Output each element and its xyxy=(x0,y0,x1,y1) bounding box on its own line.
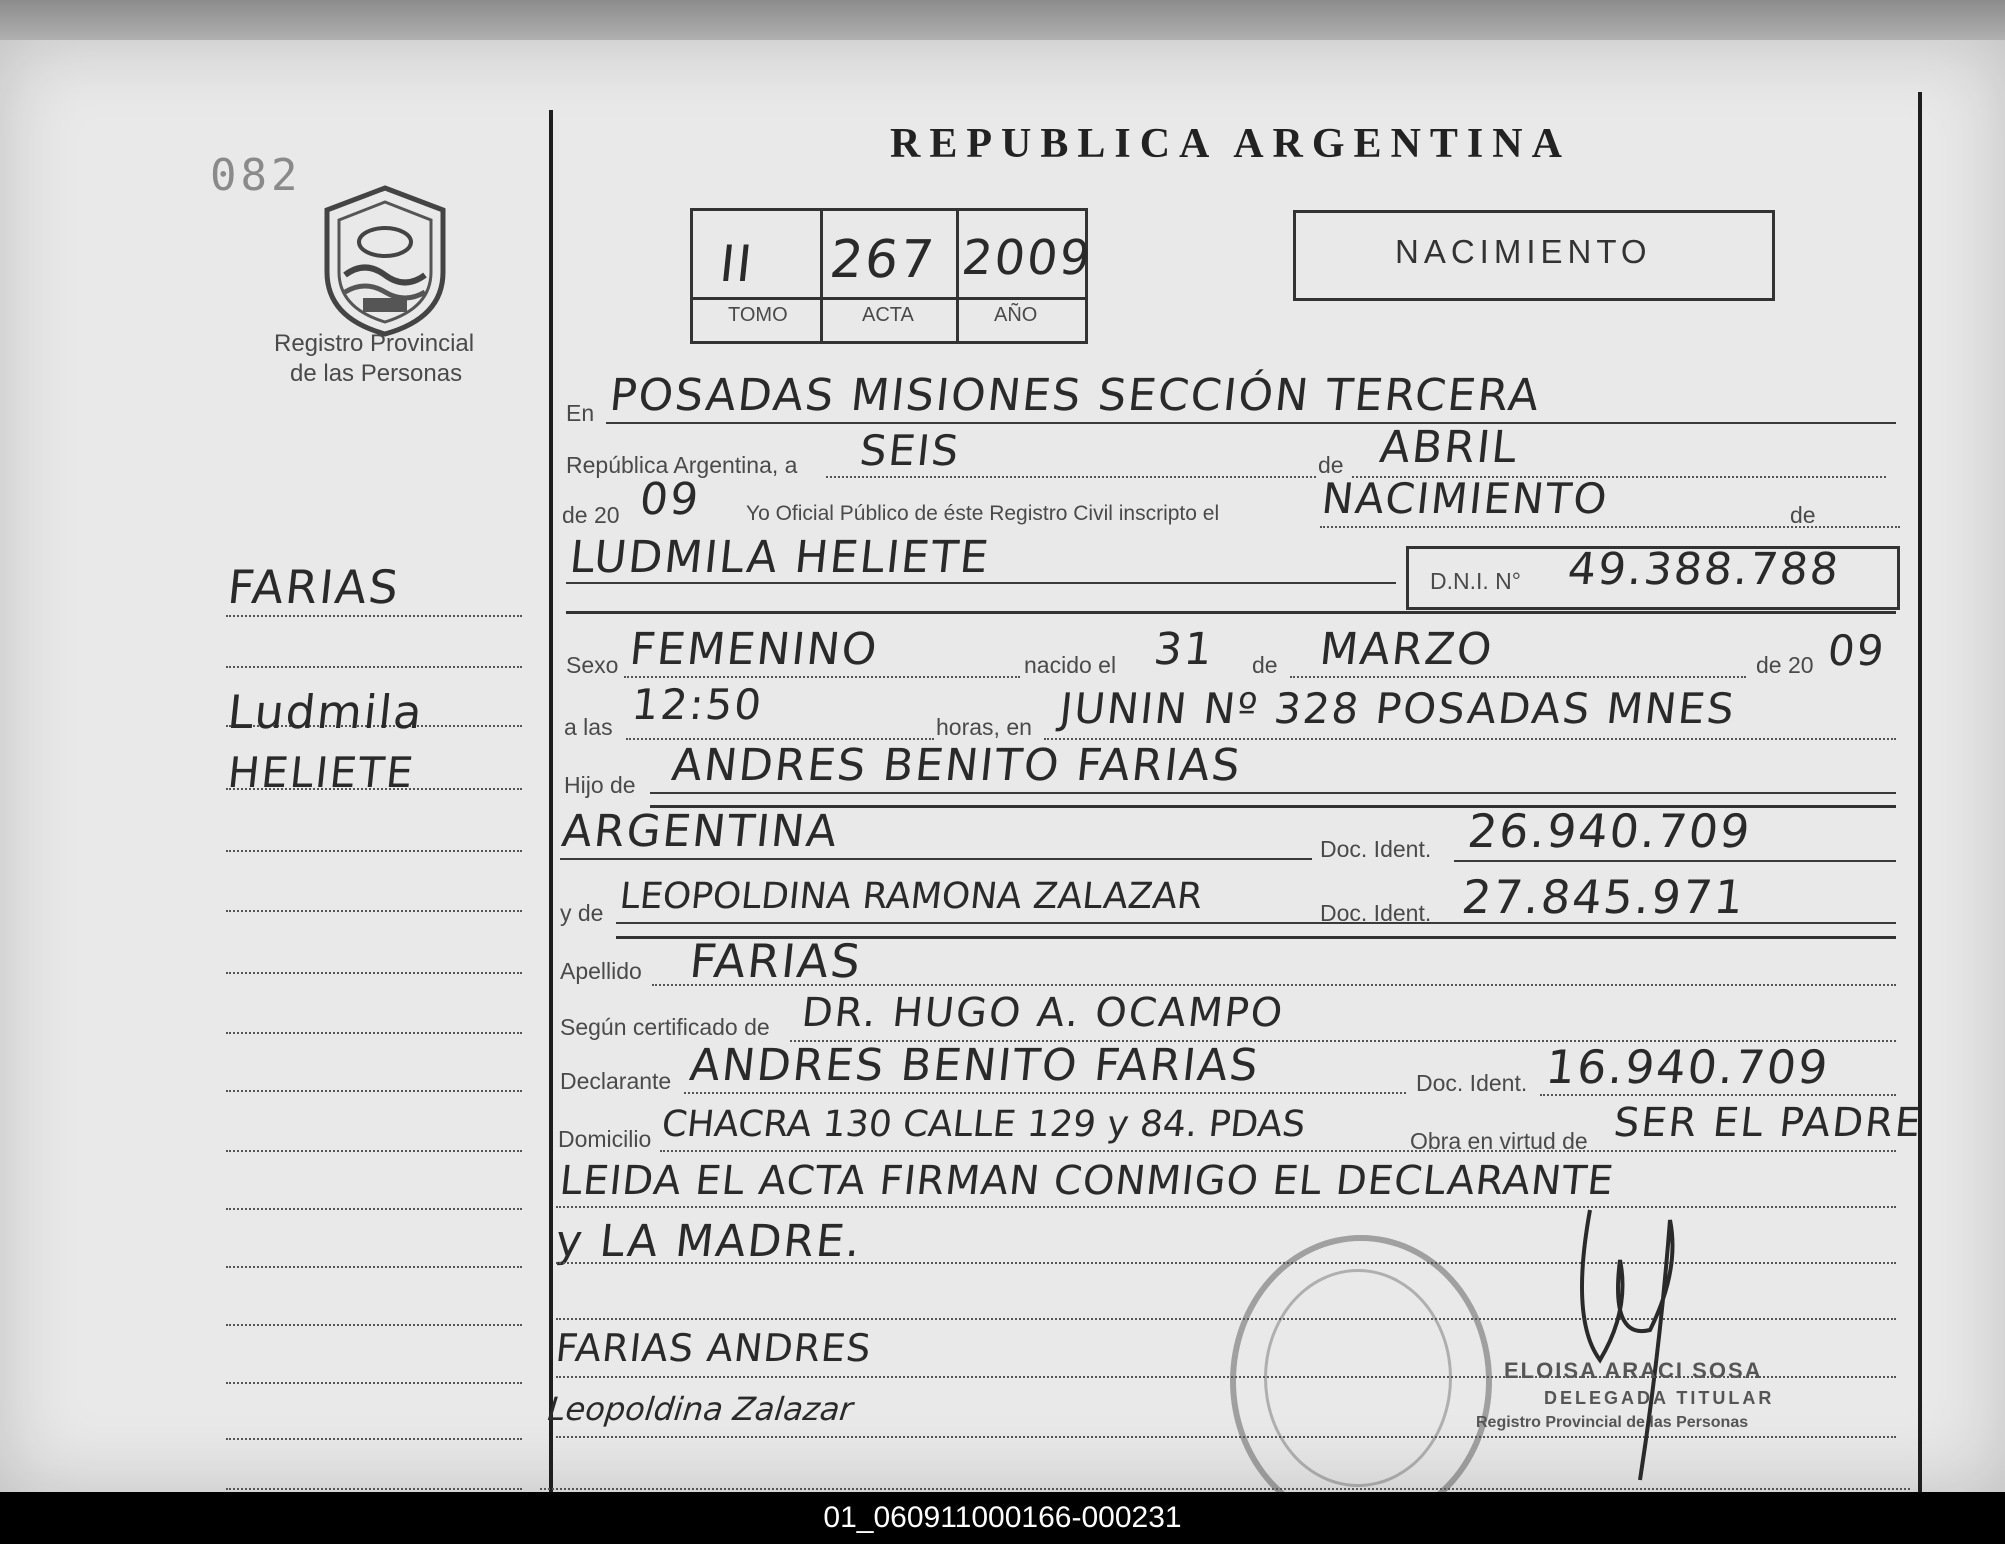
official-org: Registro Provincial de las Personas xyxy=(1476,1414,1749,1431)
label-nacido-el: nacido el xyxy=(1024,652,1117,678)
rule xyxy=(652,984,1896,986)
label-de-20: de 20 xyxy=(562,502,620,528)
right-frame-line xyxy=(1918,92,1922,1492)
registry-name-line2: de las Personas xyxy=(290,360,463,387)
field-mes: ABRIL xyxy=(1377,422,1522,473)
field-medico: DR. HUGO A. OCAMPO xyxy=(799,990,1287,1036)
label-domicilio: Domicilio xyxy=(558,1126,652,1152)
side-rule xyxy=(226,1488,522,1490)
official-stamp xyxy=(1230,1235,1492,1492)
rule-double xyxy=(566,611,1896,614)
field-madre-doc: 27.845.971 xyxy=(1459,870,1749,924)
side-rule xyxy=(226,1090,522,1092)
anio-label: AÑO xyxy=(994,304,1038,326)
field-declarante-doc: 16.940.709 xyxy=(1543,1040,1833,1094)
side-rule xyxy=(226,1032,522,1034)
label-a-las: a las xyxy=(564,714,613,740)
label-de: de xyxy=(1318,452,1344,478)
field-nac-mes: MARZO xyxy=(1317,624,1497,675)
label-en: En xyxy=(566,400,595,426)
acta-value: 267 xyxy=(826,230,939,290)
label-horas-en: horas, en xyxy=(936,714,1032,740)
signature-mother: Leopoldina Zalazar xyxy=(546,1390,855,1428)
label-obra: Obra en virtud de xyxy=(1410,1128,1588,1154)
rule xyxy=(560,858,1312,860)
field-hora: 12:50 xyxy=(629,680,766,729)
rule xyxy=(826,476,1316,478)
field-lugar: POSADAS MISIONES SECCIÓN TERCERA xyxy=(607,370,1544,421)
birth-certificate-page xyxy=(0,40,2005,1492)
official-signature-icon xyxy=(1560,1200,1720,1490)
side-rule xyxy=(226,1324,522,1326)
signature-father: FARIAS ANDRES xyxy=(553,1326,874,1370)
label-segun: Según certificado de xyxy=(560,1014,770,1040)
field-nombre: LUDMILA HELIETE xyxy=(567,532,993,583)
label-apellido: Apellido xyxy=(560,958,642,984)
label-de-2: de xyxy=(1790,502,1816,528)
field-madre: LEOPOLDINA RAMONA ZALAZAR xyxy=(617,876,1205,917)
left-frame-line xyxy=(549,110,553,1492)
label-sexo: Sexo xyxy=(566,652,619,678)
field-dia: SEIS xyxy=(857,426,963,475)
rule xyxy=(1290,676,1746,678)
anio-value: 2009 xyxy=(959,230,1096,286)
tomo-label: TOMO xyxy=(728,304,788,326)
scan-id-footer: 01_060911000166-000231 xyxy=(0,1492,2005,1544)
label-y-de: y de xyxy=(560,900,604,926)
label-de-3: de xyxy=(1252,652,1278,678)
field-padre: ANDRES BENITO FARIAS xyxy=(669,740,1245,791)
field-declarante: ANDRES BENITO FARIAS xyxy=(687,1040,1263,1091)
label-declarante: Declarante xyxy=(560,1068,672,1094)
side-rule xyxy=(226,666,522,668)
label-yo-oficial: Yo Oficial Público de éste Registro Civil inscripto el xyxy=(746,502,1220,525)
field-apellido: FARIAS xyxy=(687,934,865,988)
side-surname: FARIAS xyxy=(225,560,403,614)
side-rule xyxy=(226,1150,522,1152)
grid-divider xyxy=(820,208,823,341)
field-anio-inscripcion: 09 xyxy=(637,474,703,525)
label-doc-ident-padre: Doc. Ident. xyxy=(1320,836,1432,862)
country-title: REPUBLICA ARGENTINA xyxy=(890,121,1571,167)
rule xyxy=(624,676,1020,678)
field-domicilio: CHACRA 130 CALLE 129 y 84. PDAS xyxy=(659,1104,1308,1145)
grid-divider xyxy=(956,208,959,341)
field-padre-doc: 26.940.709 xyxy=(1465,804,1755,858)
rule xyxy=(566,582,1396,584)
text-line-1: LEIDA EL ACTA FIRMAN CONMIGO EL DECLARANTE xyxy=(557,1158,1617,1204)
rule xyxy=(650,792,1896,794)
field-obra: SER EL PADRE xyxy=(1611,1100,1925,1146)
official-role: DELEGADA TITULAR xyxy=(1544,1388,1775,1408)
rule xyxy=(616,922,1896,924)
side-rule xyxy=(226,1382,522,1384)
side-rule xyxy=(226,1266,522,1268)
side-rule xyxy=(226,1438,522,1440)
label-doc-ident-madre: Doc. Ident. xyxy=(1320,900,1432,926)
rule xyxy=(1540,1094,1896,1096)
rule xyxy=(660,1150,1896,1152)
text-line-2: y LA MADRE. xyxy=(553,1216,865,1267)
label-doc-ident-declarante: Doc. Ident. xyxy=(1416,1070,1528,1096)
side-second-name: HELIETE xyxy=(225,748,418,797)
field-nacionalidad: ARGENTINA xyxy=(559,806,842,857)
field-lugar-nac: JUNIN Nº 328 POSADAS MNES xyxy=(1057,684,1739,733)
rule xyxy=(1320,526,1900,528)
rule xyxy=(1454,860,1896,862)
record-type: NACIMIENTO xyxy=(1395,233,1652,270)
field-acto: NACIMIENTO xyxy=(1319,474,1611,523)
side-rule xyxy=(226,1208,522,1210)
side-rule xyxy=(226,615,522,617)
label-republica: República Argentina, a xyxy=(566,452,798,478)
label-dni: D.N.I. N° xyxy=(1430,568,1521,594)
official-name: ELOISA ARACI SOSA xyxy=(1504,1358,1763,1383)
rule xyxy=(606,422,1896,424)
field-nac-dia: 31 xyxy=(1151,624,1217,675)
grid-divider xyxy=(690,297,1085,300)
label-hijo-de: Hijo de xyxy=(564,772,636,798)
side-rule xyxy=(226,850,522,852)
acta-label: ACTA xyxy=(862,304,914,326)
tomo-value: II xyxy=(716,235,757,293)
field-nac-anio: 09 xyxy=(1825,626,1889,675)
side-rule xyxy=(226,972,522,974)
rule xyxy=(684,1092,1406,1094)
rule xyxy=(540,1488,1910,1490)
page-number: 082 xyxy=(210,150,302,201)
registry-name-line1: Registro Provincial xyxy=(274,330,475,357)
field-dni: 49.388.788 xyxy=(1565,544,1843,595)
side-first-name: Ludmila xyxy=(225,685,427,739)
side-rule xyxy=(226,910,522,912)
provincial-seal-icon xyxy=(315,180,455,340)
field-sexo: FEMENINO xyxy=(627,624,881,675)
label-de-20-b: de 20 xyxy=(1756,652,1814,678)
